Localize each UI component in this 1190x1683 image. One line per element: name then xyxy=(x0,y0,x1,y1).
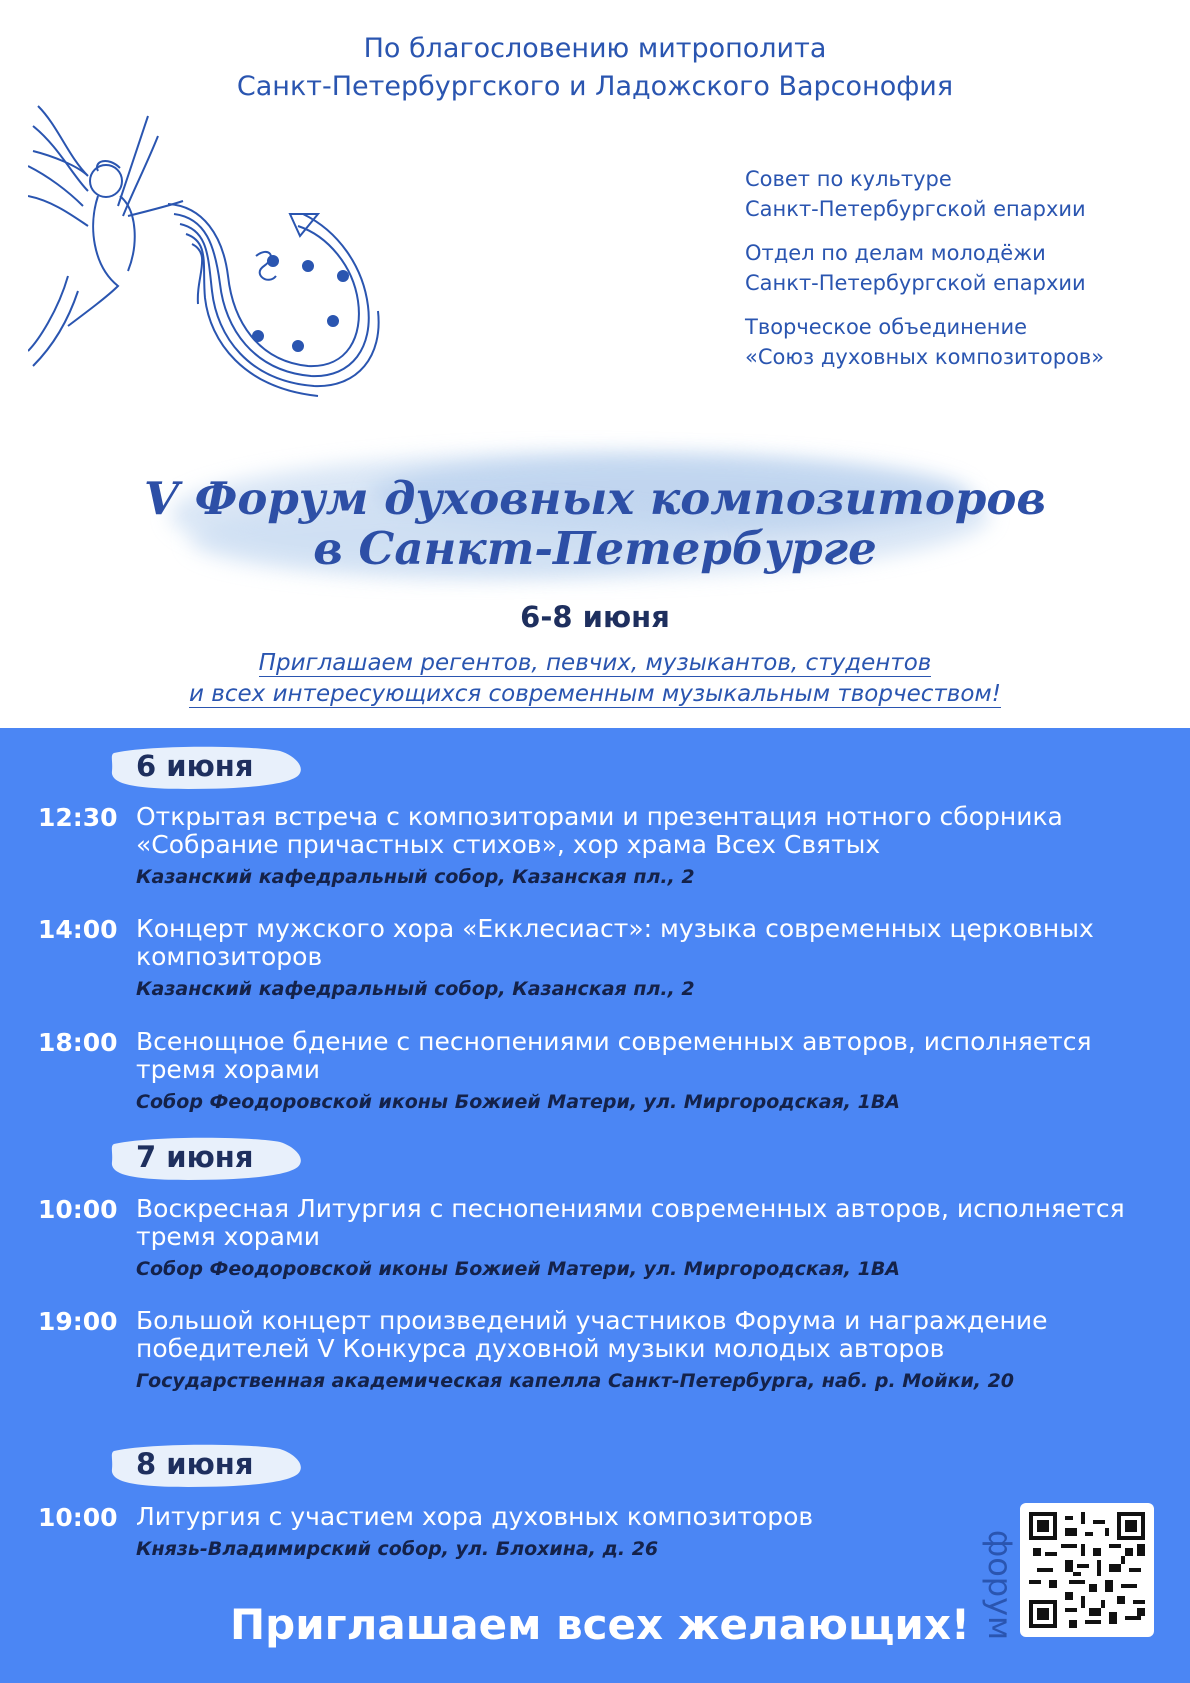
event-description: Воскресная Литургия с песнопениями современных авторов, исполняется тремя хорами xyxy=(136,1194,1125,1251)
event-venue: Казанский кафедральный собор, Казанская пл., 2 xyxy=(136,866,695,888)
invitation-line-1: Приглашаем регентов, певчих, музыкантов, студентов xyxy=(258,650,932,676)
organizer xyxy=(745,238,1175,298)
event-venue: Князь-Владимирский собор, ул. Блохина, д. 26 xyxy=(136,1538,659,1560)
organizer-line-1: Совет по культуре xyxy=(745,167,952,191)
event-description: Всенощное бдение с песнопениями современных авторов, исполняется тремя хорами xyxy=(136,1027,1092,1084)
forum-dates: 6-8 июня xyxy=(520,600,670,634)
invitation-line-2: и всех интересующихся современным музыкальным творчеством! xyxy=(189,681,1001,707)
forum-title-line-1: V Форум духовных композиторов xyxy=(144,472,1046,525)
forum-title-line-2: в Санкт-Петербурге xyxy=(313,522,877,575)
day-label: 8 июня xyxy=(136,1447,254,1481)
organizer-line-1: Отдел по делам молодёжи xyxy=(745,241,1046,265)
event-time: 18:00 xyxy=(38,1028,118,1057)
organizers-list xyxy=(745,164,1175,386)
event-description: Концерт мужского хора «Екклесиаст»: музыка современных церковных композиторов xyxy=(136,914,1094,971)
organizer-line-1: Творческое объединение xyxy=(745,315,1028,339)
day-badge xyxy=(108,1134,308,1184)
organizer-line-2: Санкт-Петербургской епархии xyxy=(745,197,1086,221)
header-section xyxy=(0,0,1190,728)
day-badge xyxy=(108,1441,308,1491)
forum-logo-text: форум xyxy=(981,1529,1019,1641)
event-time: 14:00 xyxy=(38,915,118,944)
event-venue: Собор Феодоровской иконы Божией Матери, ул. Миргородская, 1ВА xyxy=(136,1091,901,1113)
closing-invitation: Приглашаем всех желающих! xyxy=(230,1600,971,1649)
organizer xyxy=(745,164,1175,224)
event-description: Открытая встреча с композиторами и презентация нотного сборника «Собрание причастных стихов», хор храма Всех Святых xyxy=(136,802,1063,859)
blessing xyxy=(0,30,1190,106)
event-time: 12:30 xyxy=(38,803,118,832)
event-venue: Государственная академическая капелла Санкт-Петербурга, наб. р. Мойки, 20 xyxy=(136,1370,1015,1392)
event-time: 19:00 xyxy=(38,1307,118,1336)
day-label: 7 июня xyxy=(136,1140,254,1174)
invitation-text xyxy=(0,648,1190,710)
organizer xyxy=(745,312,1175,372)
day-label: 6 июня xyxy=(136,749,254,783)
angel-with-music-staff-illustration xyxy=(28,96,408,406)
day-badge xyxy=(108,743,308,793)
event-time: 10:00 xyxy=(38,1503,118,1532)
event-description: Литургия с участием хора духовных композиторов xyxy=(136,1502,814,1531)
blessing-line-1: По благословению митрополита xyxy=(363,33,827,64)
blessing-line-2: Санкт-Петербургского и Ладожского Варсонофия xyxy=(236,71,954,102)
event-venue: Казанский кафедральный собор, Казанская пл., 2 xyxy=(136,978,695,1000)
organizer-line-2: «Союз духовных композиторов» xyxy=(745,345,1105,369)
event-description: Большой концерт произведений участников Форума и награждение победителей V Конкурса духовной музыки молодых авторов xyxy=(136,1306,1048,1363)
organizer-line-2: Санкт-Петербургской епархии xyxy=(745,271,1086,295)
event-venue: Собор Феодоровской иконы Божией Матери, ул. Миргородская, 1ВА xyxy=(136,1258,901,1280)
event-time: 10:00 xyxy=(38,1195,118,1224)
